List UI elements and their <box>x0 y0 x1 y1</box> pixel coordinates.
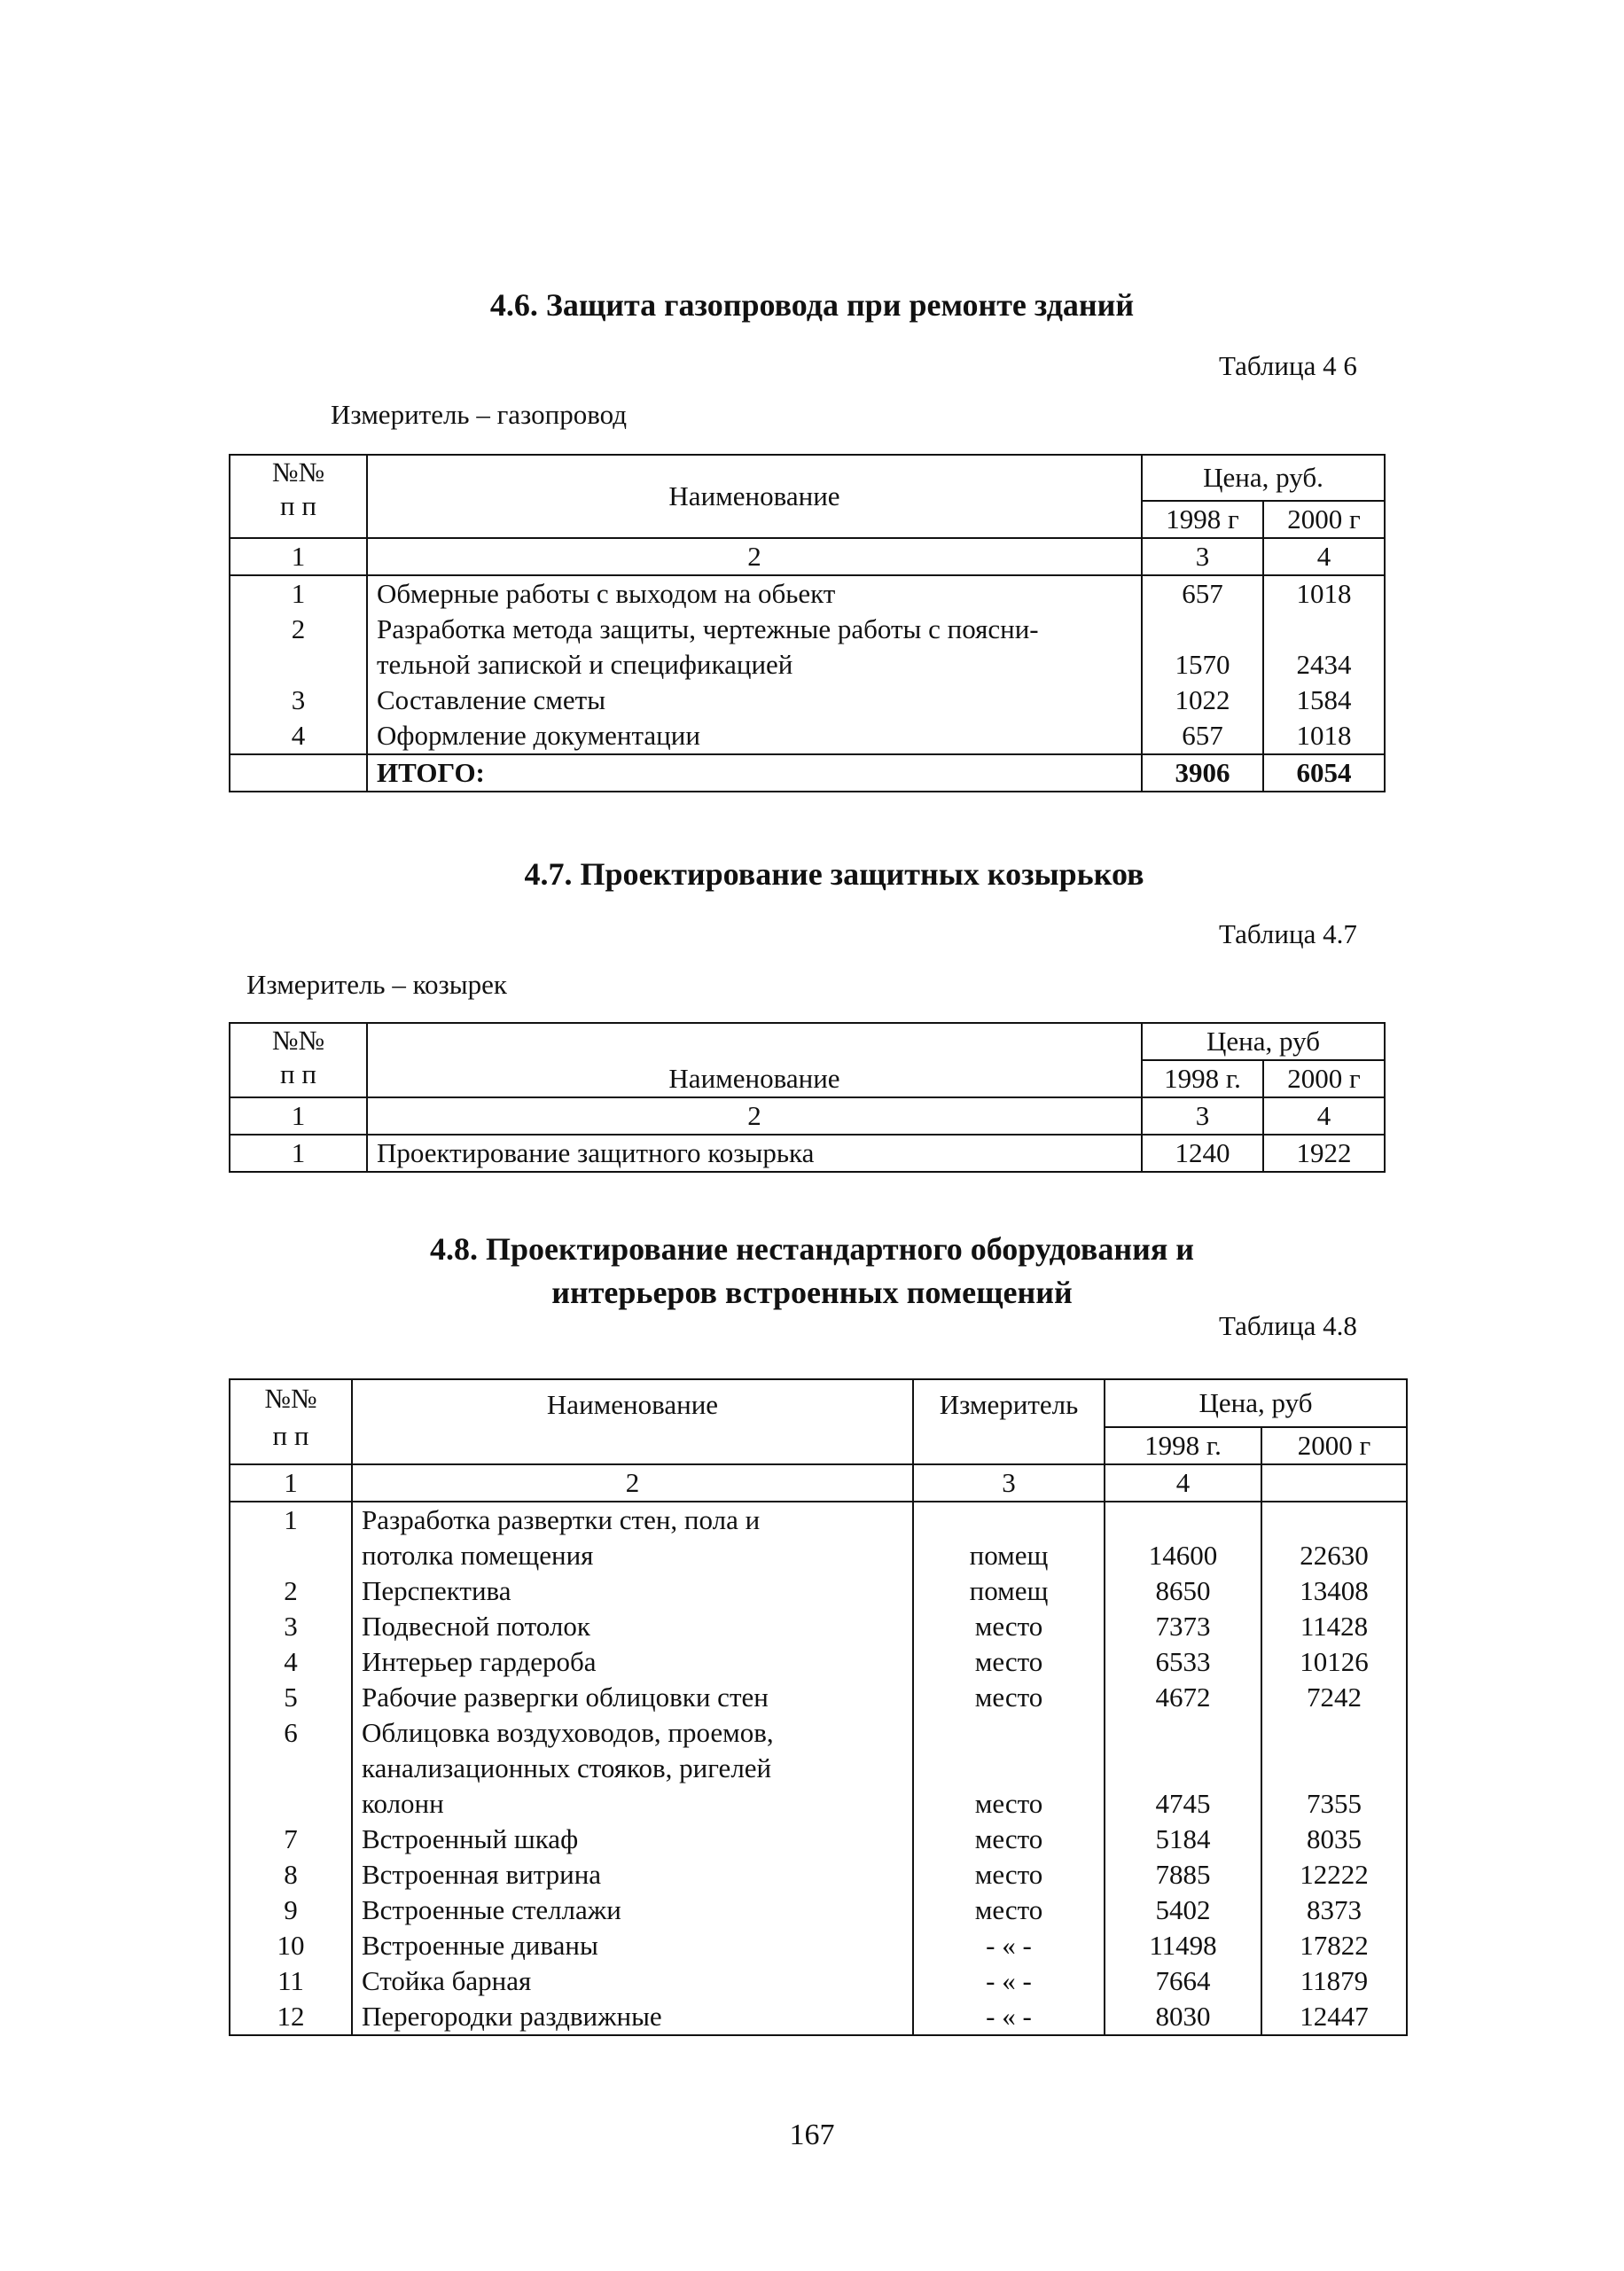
colnum: 1 <box>230 538 367 575</box>
total-price-1998: 3906 <box>1142 754 1263 792</box>
header-year-2000: 2000 г <box>1263 1060 1385 1097</box>
row-price-2000: 7355 <box>1261 1786 1407 1822</box>
row-price-1998: 1022 <box>1142 683 1263 718</box>
row-price-1998: 14600 <box>1105 1538 1261 1573</box>
row-price-1998: 4672 <box>1105 1680 1261 1715</box>
row-no: 1 <box>230 1135 367 1172</box>
row-name: Перегородки раздвижные <box>352 1999 913 2035</box>
colnum: 1 <box>230 1464 352 1502</box>
row-price-2000: 8373 <box>1261 1892 1407 1928</box>
row-price-2000: 1584 <box>1263 683 1385 718</box>
row-name: потолка помещения <box>352 1538 913 1573</box>
row-price-2000 <box>1261 1715 1407 1751</box>
row-name: канализационных стояков, ригелей <box>352 1751 913 1786</box>
colnum: 3 <box>1142 538 1263 575</box>
table-4-7-measure: Измеритель – козырек <box>246 969 507 1000</box>
header-year-1998: 1998 г. <box>1142 1060 1263 1097</box>
row-no: 7 <box>230 1822 352 1857</box>
table-row <box>230 1822 1407 1857</box>
row-price-2000: 1018 <box>1263 575 1385 612</box>
row-name: Облицовка воздуховодов, проемов, <box>352 1715 913 1751</box>
row-price-2000: 1018 <box>1263 718 1385 754</box>
row-no: 4 <box>230 718 367 754</box>
row-price-1998: 5402 <box>1105 1892 1261 1928</box>
row-price-1998: 657 <box>1142 718 1263 754</box>
colnum: 4 <box>1105 1464 1261 1502</box>
table-4-7 <box>229 1022 1386 1173</box>
row-price-1998: 4745 <box>1105 1786 1261 1822</box>
row-name: Проектирование защитного козырька <box>367 1135 1142 1172</box>
row-no: 3 <box>230 1609 352 1644</box>
row-price-2000: 13408 <box>1261 1573 1407 1609</box>
row-unit <box>913 1751 1105 1786</box>
table-row <box>230 1644 1407 1680</box>
row-unit: - « - <box>913 1999 1105 2035</box>
row-name: Разработка метода защиты, чертежные работы с поясни- <box>367 612 1142 647</box>
header-unit: Измеритель <box>913 1379 1105 1464</box>
header-year-1998: 1998 г <box>1142 501 1263 538</box>
header-price: Цена, руб <box>1105 1379 1407 1427</box>
row-no: 2 <box>230 612 367 647</box>
row-unit: место <box>913 1822 1105 1857</box>
row-no: 8 <box>230 1857 352 1892</box>
table-4-6-measure: Измеритель – газопровод <box>331 399 628 430</box>
row-unit: место <box>913 1644 1105 1680</box>
header-no: №№ п п <box>230 1379 352 1464</box>
table-row <box>230 1963 1407 1999</box>
header-name: Наименование <box>367 1023 1142 1097</box>
row-price-2000 <box>1261 1751 1407 1786</box>
row-price-1998 <box>1142 612 1263 647</box>
colnum: 1 <box>230 1097 367 1135</box>
row-price-2000: 12447 <box>1261 1999 1407 2035</box>
row-no <box>230 1786 352 1822</box>
row-price-2000 <box>1263 612 1385 647</box>
header-year-2000: 2000 г <box>1261 1427 1407 1464</box>
header-year-2000: 2000 г <box>1263 501 1385 538</box>
row-price-2000: 12222 <box>1261 1857 1407 1892</box>
row-price-1998 <box>1105 1502 1261 1538</box>
header-year-1998: 1998 г. <box>1105 1427 1261 1464</box>
section-4-6-title: 4.6. Защита газопровода при ремонте зданий <box>489 287 1135 323</box>
row-no: 1 <box>230 1502 352 1538</box>
row-price-1998: 657 <box>1142 575 1263 612</box>
table-row <box>230 612 1385 647</box>
row-name: тельной запиской и спецификацией <box>367 647 1142 683</box>
row-name: Встроенные стеллажи <box>352 1892 913 1928</box>
row-price-1998 <box>1105 1715 1261 1751</box>
row-price-2000: 7242 <box>1261 1680 1407 1715</box>
table-4-6-caption: Таблица 4 6 <box>1219 350 1357 381</box>
total-label: ИТОГО: <box>367 754 1142 792</box>
row-price-2000: 8035 <box>1261 1822 1407 1857</box>
row-price-2000: 11428 <box>1261 1609 1407 1644</box>
row-price-1998: 8030 <box>1105 1999 1261 2035</box>
row-price-1998: 5184 <box>1105 1822 1261 1857</box>
row-name: Разработка развертки стен, пола и <box>352 1502 913 1538</box>
table-row <box>230 1538 1407 1573</box>
row-no: 6 <box>230 1715 352 1751</box>
colnum: 4 <box>1263 538 1385 575</box>
row-no: 3 <box>230 683 367 718</box>
table-row <box>230 1857 1407 1892</box>
row-price-1998: 6533 <box>1105 1644 1261 1680</box>
row-unit: место <box>913 1857 1105 1892</box>
table-row <box>230 1609 1407 1644</box>
colnum: 3 <box>913 1464 1105 1502</box>
table-row <box>230 683 1385 718</box>
row-price-1998 <box>1105 1751 1261 1786</box>
row-price-1998: 7885 <box>1105 1857 1261 1892</box>
row-no: 12 <box>230 1999 352 2035</box>
row-no: 2 <box>230 1573 352 1609</box>
header-price: Цена, руб <box>1142 1023 1385 1060</box>
table-row <box>230 575 1385 612</box>
row-name: Составление сметы <box>367 683 1142 718</box>
table-row <box>230 647 1385 683</box>
row-price-1998: 11498 <box>1105 1928 1261 1963</box>
table-row <box>230 1751 1407 1786</box>
row-name: Подвесной потолок <box>352 1609 913 1644</box>
header-name: Наименование <box>352 1379 913 1464</box>
table-row <box>230 1892 1407 1928</box>
row-price-1998: 8650 <box>1105 1573 1261 1609</box>
section-4-8-title-line2: интерьеров встроенных помещений <box>551 1274 1073 1310</box>
row-name: Встроенный шкаф <box>352 1822 913 1857</box>
row-name: Перспектива <box>352 1573 913 1609</box>
table-row <box>230 1502 1407 1538</box>
row-no: 9 <box>230 1892 352 1928</box>
row-name: колонн <box>352 1786 913 1822</box>
row-price-2000: 1922 <box>1263 1135 1385 1172</box>
row-name: Обмерные работы с выходом на обьект <box>367 575 1142 612</box>
row-price-1998: 7664 <box>1105 1963 1261 1999</box>
table-4-8-caption: Таблица 4.8 <box>1219 1310 1357 1341</box>
row-no: 10 <box>230 1928 352 1963</box>
row-no: 1 <box>230 575 367 612</box>
table-row <box>230 1573 1407 1609</box>
row-unit: место <box>913 1786 1105 1822</box>
row-no <box>230 1751 352 1786</box>
page-number: 167 <box>789 2119 835 2151</box>
row-unit: - « - <box>913 1963 1105 1999</box>
total-row <box>230 754 1385 792</box>
colnum: 2 <box>367 1097 1142 1135</box>
table-row <box>230 1786 1407 1822</box>
row-price-2000: 17822 <box>1261 1928 1407 1963</box>
table-4-7-caption: Таблица 4.7 <box>1219 918 1357 949</box>
table-row <box>230 1680 1407 1715</box>
row-unit <box>913 1715 1105 1751</box>
row-unit: место <box>913 1892 1105 1928</box>
section-4-8-title <box>0 1228 1624 1314</box>
table-row <box>230 1135 1385 1172</box>
table-row <box>230 1928 1407 1963</box>
row-price-2000: 22630 <box>1261 1538 1407 1573</box>
colnum: 2 <box>352 1464 913 1502</box>
row-name: Интерьер гардероба <box>352 1644 913 1680</box>
row-no: 5 <box>230 1680 352 1715</box>
row-name: Оформление документации <box>367 718 1142 754</box>
colnum: 3 <box>1142 1097 1263 1135</box>
row-unit: место <box>913 1680 1105 1715</box>
total-blank <box>230 754 367 792</box>
row-unit <box>913 1502 1105 1538</box>
table-row <box>230 1715 1407 1751</box>
table-4-6 <box>229 454 1386 792</box>
row-unit: помещ <box>913 1573 1105 1609</box>
row-no <box>230 647 367 683</box>
section-4-7-title: 4.7. Проектирование защитных козырьков <box>524 856 1144 892</box>
colnum: 4 <box>1263 1097 1385 1135</box>
table-row <box>230 718 1385 754</box>
row-price-1998: 1240 <box>1142 1135 1263 1172</box>
section-4-8-title-line1: 4.8. Проектирование нестандартного оборудования и <box>429 1231 1195 1267</box>
row-price-2000: 10126 <box>1261 1644 1407 1680</box>
header-no: №№ п п <box>230 455 367 538</box>
colnum: 2 <box>367 538 1142 575</box>
row-name: Встроенные диваны <box>352 1928 913 1963</box>
colnum-blank <box>1261 1464 1407 1502</box>
header-no: №№ п п <box>230 1023 367 1097</box>
header-name: Наименование <box>367 455 1142 538</box>
row-unit: помещ <box>913 1538 1105 1573</box>
table-row <box>230 1999 1407 2035</box>
row-no <box>230 1538 352 1573</box>
row-no: 4 <box>230 1644 352 1680</box>
row-price-1998: 1570 <box>1142 647 1263 683</box>
row-price-2000: 2434 <box>1263 647 1385 683</box>
total-price-2000: 6054 <box>1263 754 1385 792</box>
row-name: Стойка барная <box>352 1963 913 1999</box>
row-unit: - « - <box>913 1928 1105 1963</box>
header-price: Цена, руб. <box>1142 455 1385 501</box>
row-name: Рабочие развергки облицовки стен <box>352 1680 913 1715</box>
row-price-2000: 11879 <box>1261 1963 1407 1999</box>
row-price-2000 <box>1261 1502 1407 1538</box>
row-no: 11 <box>230 1963 352 1999</box>
table-4-8 <box>229 1378 1408 2036</box>
row-unit: место <box>913 1609 1105 1644</box>
row-name: Встроенная витрина <box>352 1857 913 1892</box>
row-price-1998: 7373 <box>1105 1609 1261 1644</box>
